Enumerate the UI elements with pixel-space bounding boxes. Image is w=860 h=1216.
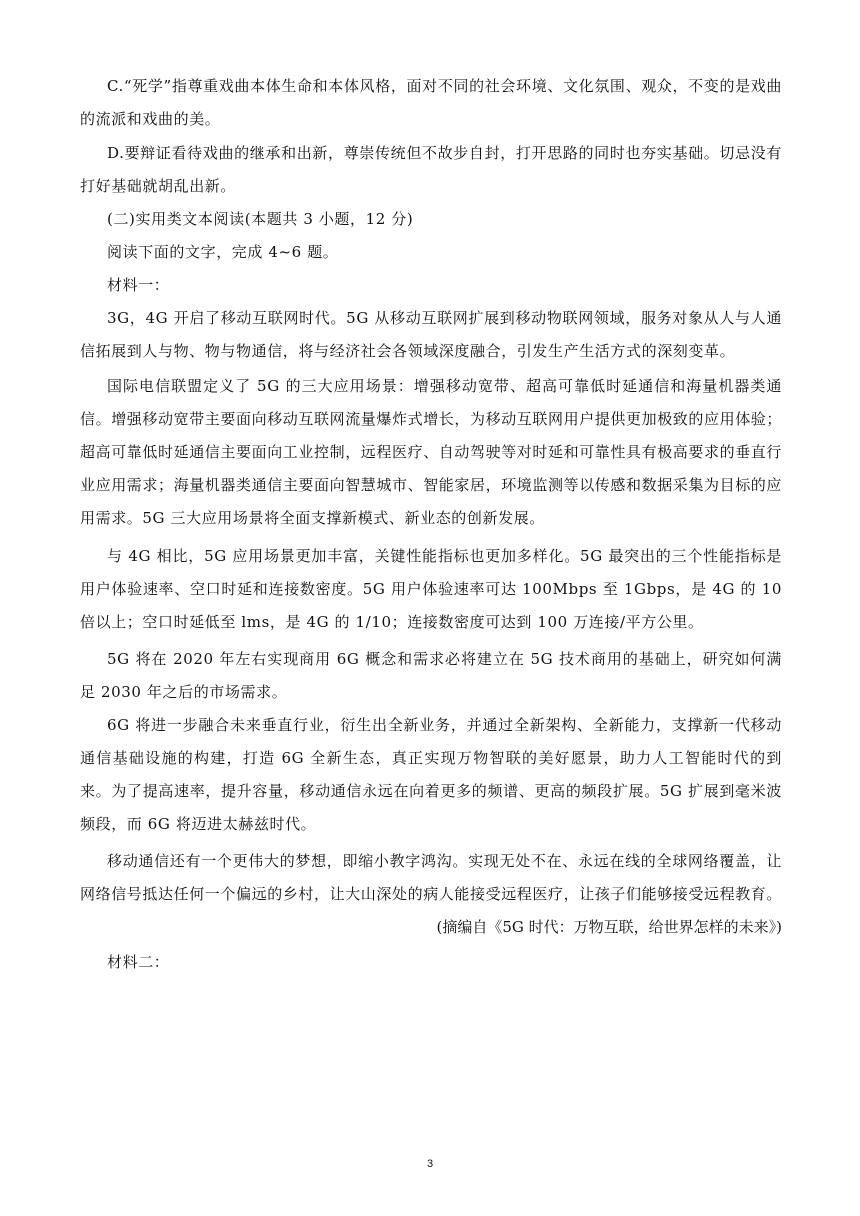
instruction: 阅读下面的文字，完成 4~6 题。 <box>107 243 339 261</box>
paragraph-6: 移动通信还有一个更伟大的梦想，即缩小教字鸿沟。实现无处不在、永远在线的全球网络覆盖，让网络信号抵达任何一个偏远的乡村，让大山深处的病人能接受远程医疗，让孩子们能够接受远程教育。 <box>80 852 783 903</box>
source-citation: (摘编自《5G 时代：万物互联，给世界怎样的未来》) <box>436 918 782 936</box>
material2-label: 材料二： <box>107 953 170 971</box>
paragraph-2: 国际电信联盟定义了 5G 的三大应用场景：增强移动宽带、超高可靠低时延通信和海量机器类通信。增强移动宽带主要面向移动互联网流量爆炸式增长，为移动互联网用户提供更加极致的应用体验；超高可靠低时延通信主要面向工业控制，远程医疗、自动驾驶等对时延和可靠性具有极高要求的垂直行业应用需求；海量机器类通信主要面向智慧城市、智能家居，环境监测等以传感和数据采集为目标的应用需求。5G 三大应用场景将全面支撑新模式、新业态的创新发展。 <box>80 377 783 527</box>
paragraph-1: 3G，4G 开启了移动互联网时代。5G 从移动互联网扩展到移动物联网领域，服务对象从人与人通信拓展到人与物、物与物通信，将与经济社会各领域深度融合，引发生产生活方式的深刻变革。 <box>80 309 782 360</box>
section-heading: (二)实用类文本阅读(本题共 3 小题，12 分) <box>107 210 414 228</box>
paragraph-5: 6G 将进一步融合未来垂直行业，衍生出全新业务，并通过全新架构、全新能力，支撑新一代移动通信基础设施的构建，打造 6G 全新生态，真正实现万物智联的美好愿景，助力人工智能时代的到来。为了提高速率，提升容量，移动通信永远在向着更多的频谱、更高的频段扩展。5G 扩展到毫米波频段，而 6G 将迈进太赫兹时代。 <box>80 716 782 833</box>
page-number: 3 <box>426 1158 434 1170</box>
paragraph-3: 与 4G 相比，5G 应用场景更加丰富，关键性能指标也更加多样化。5G 最突出的三个性能指标是用户体验速率、空口时延和连接数密度。5G 用户体验速率可达 100Mbps 至 1Gbps，是 4G 的 10 倍以上；空口时延低至 lms，是 4G 的 1/10；连接数密度可达到 100 万连接/平方公里。 <box>80 547 782 631</box>
option-d: D.要辩证看待戏曲的继承和出新，尊崇传统但不故步自封，打开思路的同时也夯实基础。切忌没有打好基础就胡乱出新。 <box>80 144 782 195</box>
paragraph-4: 5G 将在 2020 年左右实现商用 6G 概念和需求必将建立在 5G 技术商用的基础上，研究如何满足 2030 年之后的市场需求。 <box>80 650 782 701</box>
option-c: C.“死学”指尊重戏曲本体生命和本体风格，面对不同的社会环境、文化氛围、观众，不变的是戏曲的流派和戏曲的美。 <box>80 77 782 128</box>
material1-label: 材料一： <box>107 276 170 294</box>
